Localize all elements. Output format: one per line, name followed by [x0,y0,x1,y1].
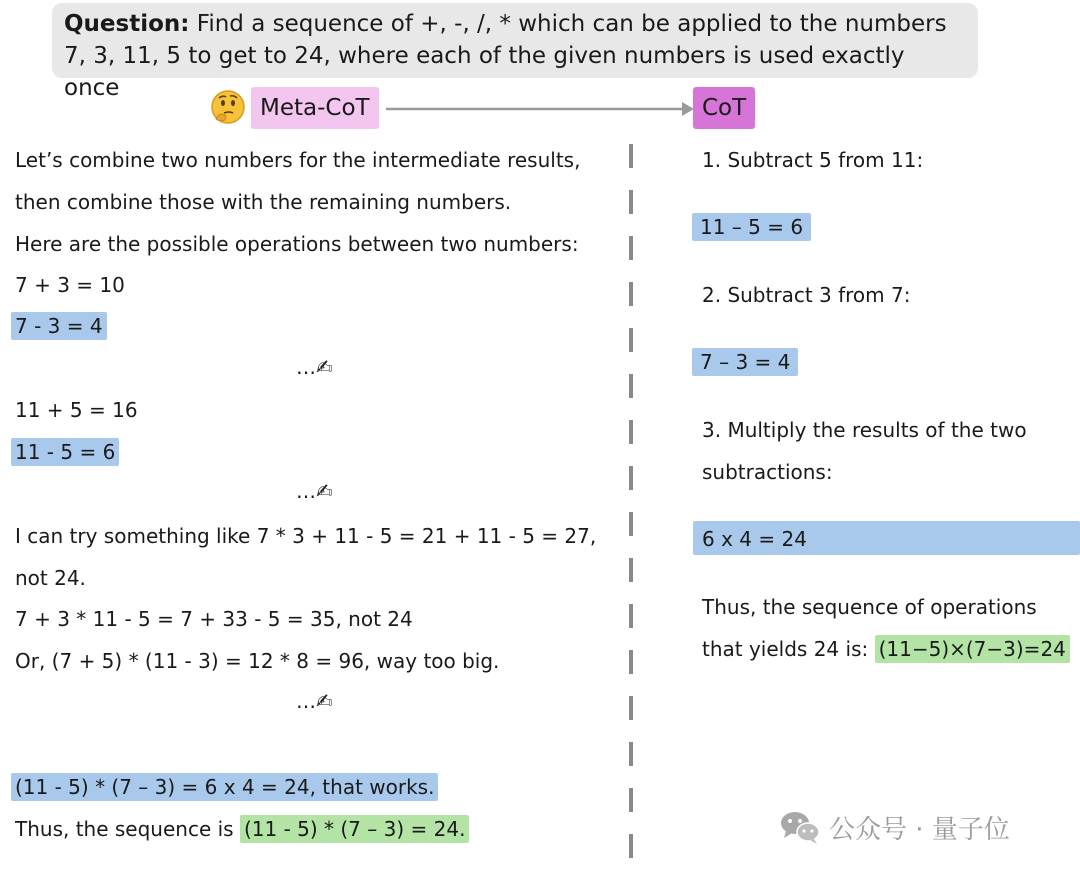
meta-cot-line-3: Here are the possible operations between two numbers: [15,232,579,256]
highlight-7-minus-3: 7 - 3 = 4 [11,312,107,340]
question-text-2: 7, 3, 11, 5 to get to 24, where each of the given numbers is used exactly once [64,43,905,101]
meta-cot-line-11: Or, (7 + 5) * (11 - 3) = 12 * 8 = 96, way too big. [15,649,500,673]
question-box [52,3,978,101]
dashed-divider [628,144,634,868]
meta-cot-line-2: then combine those with the remaining numbers. [15,190,512,214]
ellipsis-writing-2: …✍ [296,479,333,503]
arrow-right-icon [386,99,696,119]
cot-step-2: 2. Subtract 3 from 7: [702,283,911,307]
cot-step-1-equation [692,212,811,242]
ellipsis-writing-1: …✍ [296,355,333,379]
cot-conclusion-line-1: Thus, the sequence of operations [702,595,1037,619]
meta-cot-line-6: 11 + 5 = 16 [15,398,138,422]
cot-step-3-line-1: 3. Multiply the results of the two [702,418,1027,442]
ellipsis-writing-3: …✍ [296,689,333,713]
cot-step-1: 1. Subtract 5 from 11: [702,148,924,172]
cot-tag: CoT [693,87,755,129]
cot-step-3-equation: 6 x 4 = 24 [702,527,807,551]
thinking-face-icon [210,89,246,125]
question-label: Question: [64,11,190,37]
watermark [779,807,1010,847]
cot-step-3-line-2: subtractions: [702,460,833,484]
meta-cot-line-13 [15,814,469,844]
cot-step-2-equation [692,347,798,377]
meta-cot-line-12 [11,772,438,802]
highlight-11-minus-5: 11 - 5 = 6 [11,438,119,466]
question-line-1 [64,8,966,40]
meta-cot-line-5 [11,311,107,341]
meta-cot-conclusion-text: Thus, the sequence is [15,817,240,841]
cot-conclusion-line-2 [702,634,1070,664]
meta-cot-line-9: not 24. [15,566,86,590]
meta-cot-tag: Meta-CoT [251,87,379,129]
meta-cot-line-10: 7 + 3 * 11 - 5 = 7 + 33 - 5 = 35, not 24 [15,607,413,631]
cot-answer: (11−5)×(7−3)=24 [875,635,1070,663]
highlight-that-works: (11 - 5) * (7 – 3) = 6 x 4 = 24, that works. [11,773,438,801]
cot-conclusion-text: that yields 24 is: [702,637,875,661]
meta-cot-answer: (11 - 5) * (7 – 3) = 24. [240,815,469,843]
question-text-1: Find a sequence of +, -, /, * which can be applied to the numbers [196,11,947,37]
meta-cot-line-4: 7 + 3 = 10 [15,273,125,297]
highlight-11-minus-5-cot: 11 – 5 = 6 [692,213,811,241]
meta-cot-line-8: I can try something like 7 * 3 + 11 - 5 = 21 + 11 - 5 = 27, [15,524,597,548]
highlight-7-minus-3-cot: 7 – 3 = 4 [692,348,798,376]
meta-cot-line-1: Let’s combine two numbers for the intermediate results, [15,148,581,172]
watermark-text: 公众号 · 量子位 [829,814,1010,845]
wechat-icon [779,809,821,845]
meta-cot-line-7 [11,437,119,467]
